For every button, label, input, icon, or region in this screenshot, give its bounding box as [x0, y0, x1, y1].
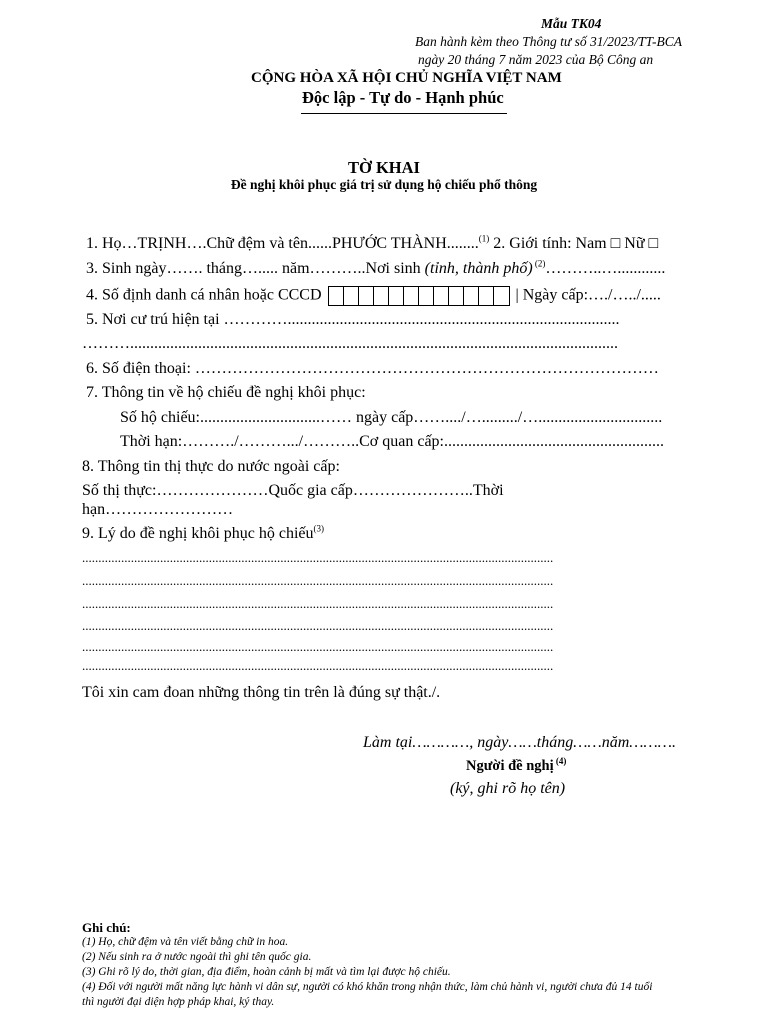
place-date-field[interactable]: Làm tại…………, ngày……tháng……năm………. — [363, 734, 676, 751]
pledge-text: Tôi xin cam đoan những thông tin trên là đúng sự thật./. — [82, 684, 441, 701]
notes-heading: Ghi chú: — [82, 920, 131, 935]
line-name-gender — [86, 235, 658, 253]
note-4: (4) Đối với người mất năng lực hành vi dân sự, người có khó khăn trong nhận thức, làm chủ hành vi, người chưa đủ 14 tuổi — [82, 981, 653, 993]
birth-date-field[interactable]: 3. Sinh ngày……. tháng…..... năm………..Nơi sinh — [86, 260, 425, 277]
issued-line-2: ngày 20 tháng 7 năm 2023 của Bộ Công an — [418, 52, 654, 67]
reason-line-4[interactable]: ................................................................................................................................................. — [82, 618, 554, 633]
residence-field[interactable]: 5. Nơi cư trú hiện tại …………................................................................................... — [86, 311, 620, 328]
note-2: (2) Nếu sinh ra ở nước ngoài thì ghi tên quốc gia. — [82, 951, 312, 963]
reason-label: 9. Lý do đề nghị khôi phục hộ chiếu — [82, 525, 314, 542]
name-field[interactable]: 1. Họ…TRỊNH….Chữ đệm và tên......PHƯỚC THÀNH........ — [86, 235, 479, 252]
reason-line-3[interactable]: ................................................................................................................................................. — [82, 596, 554, 611]
form-title: TỜ KHAI — [348, 158, 420, 177]
footnote-ref-2: (2) — [532, 258, 546, 269]
residence-field-continued[interactable]: ……….......................................................................................................................... — [82, 335, 618, 352]
note-4-continued: thì người đại diện hợp pháp khai, ký thay. — [82, 996, 275, 1008]
phone-field[interactable]: 6. Số điện thoại: …………………………………………………………………………… — [86, 360, 659, 377]
passport-validity-field[interactable]: Thời hạn:………./……….../………..Cơ quan cấp:....................................................... — [120, 433, 664, 450]
motto-underline — [301, 113, 507, 114]
footnote-ref-4: (4) — [553, 756, 567, 767]
national-motto: Độc lập - Tự do - Hạnh phúc — [302, 88, 504, 107]
signature-note: (ký, ghi rõ họ tên) — [450, 780, 566, 797]
reason-line-5[interactable]: ................................................................................................................................................. — [82, 639, 554, 654]
id-issue-date-field[interactable]: | Ngày cấp:…./…../..... — [515, 286, 661, 304]
line-birth — [86, 260, 665, 278]
country-name: CỘNG HÒA XÃ HỘI CHỦ NGHĨA VIỆT NAM — [251, 70, 562, 86]
visa-info-heading: 8. Thông tin thị thực do nước ngoài cấp: — [82, 458, 340, 475]
note-3: (3) Ghi rõ lý do, thời gian, địa điểm, hoàn cảnh bị mất và tìm lại được hộ chiếu. — [82, 966, 451, 978]
id-number-label: 4. Số định danh cá nhân hoặc CCCD — [86, 286, 322, 304]
footnote-ref-3: (3) — [313, 523, 325, 534]
footnote-ref-1: (1) — [478, 233, 490, 244]
id-number-boxes[interactable] — [328, 286, 510, 306]
passport-info-heading: 7. Thông tin về hộ chiếu đề nghị khôi phục: — [86, 384, 366, 401]
visa-number-field[interactable]: Số thị thực:…………………Quốc gia cấp…………………..Thời — [82, 482, 504, 499]
reason-line-2[interactable]: ................................................................................................................................................. — [82, 573, 554, 588]
reason-line-1[interactable]: ................................................................................................................................................. — [82, 550, 554, 565]
reason-heading — [82, 525, 324, 543]
birth-place-hint: (tỉnh, thành phố) — [424, 260, 533, 277]
gender-field[interactable]: 2. Giới tính: Nam □ Nữ □ — [489, 235, 659, 252]
line-id-number — [86, 286, 661, 306]
issued-line-1: Ban hành kèm theo Thông tư số 31/2023/TT-BCA — [415, 34, 682, 49]
note-1: (1) Họ, chữ đệm và tên viết bằng chữ in hoa. — [82, 936, 289, 948]
birth-place-field[interactable]: ………..…............ — [545, 260, 666, 277]
passport-number-field[interactable]: Số hộ chiếu:..............................…… ngày cấp……..../…........./…............................... — [120, 409, 663, 426]
form-subtitle: Đề nghị khôi phục giá trị sử dụng hộ chiếu phổ thông — [230, 177, 538, 192]
visa-validity-field[interactable]: hạn…………………… — [82, 501, 234, 518]
reason-line-6[interactable]: ................................................................................................................................................. — [82, 658, 554, 673]
signer-title: Người đề nghị $^{(4)}$ — [466, 756, 567, 774]
form-code: Mẫu TK04 — [541, 16, 602, 31]
